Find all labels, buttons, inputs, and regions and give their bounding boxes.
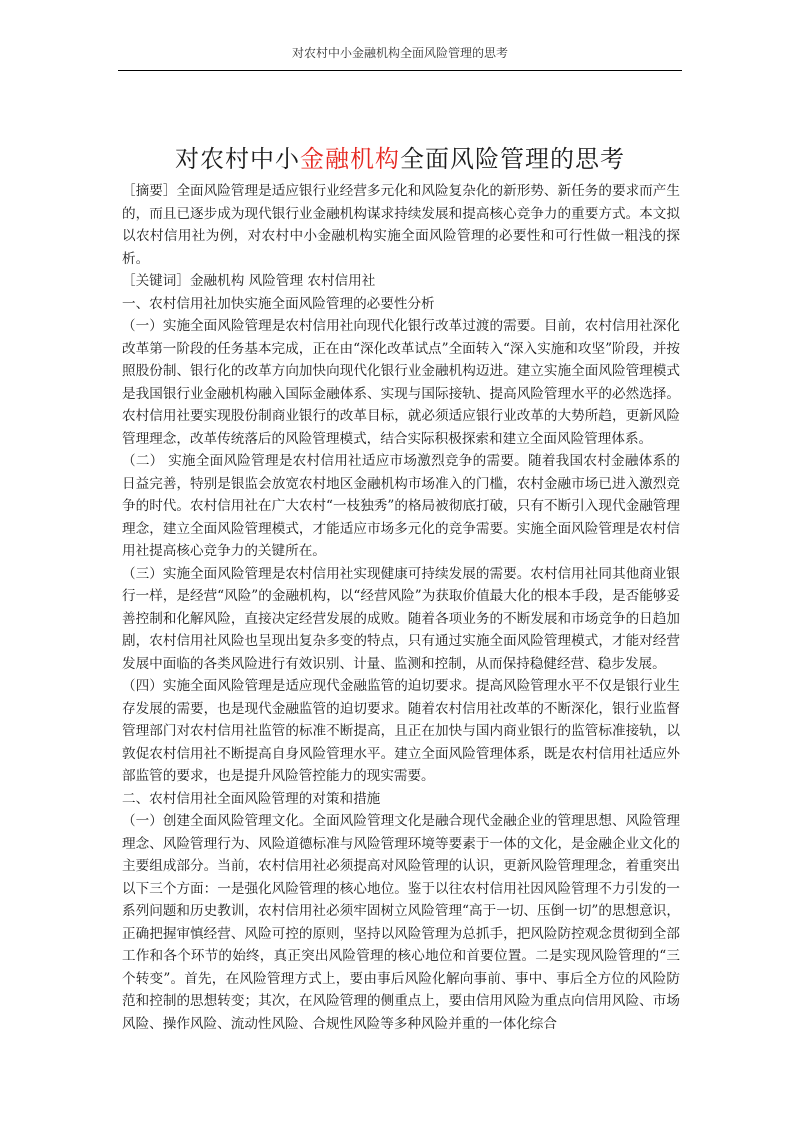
document-body: [122, 180, 680, 1035]
keywords-line: ［关键词］金融机构 风险管理 农村信用社: [122, 273, 376, 289]
title-highlight: 金融机构: [300, 145, 400, 173]
running-header: 对农村中小金融机构全面风险管理的思考: [118, 36, 682, 71]
section-1-paragraph-3: （三）实施全面风险管理是农村信用社实现健康可持续发展的需要。农村信用社同其他商业银行一样，是经营“风险”的金融机构，以“经营风险”为获取价值最大化的根本手段，是否能够妥善控制和化解风险，直接决定经营发展的成败。随着各项业务的不断发展和市场竞争的日趋加剧，农村信用社风险也呈现出复杂多变的特点，只有通过实施全面风险管理模式，才能对经营发展中面临的各类风险进行有效识别、计量、监测和控制，从而保持稳健经营、稳步发展。: [122, 565, 680, 672]
section-1-paragraph-4: （四）实施全面风险管理是适应现代金融监管的迫切要求。提高风险管理水平不仅是银行业生存发展的需要，也是现代金融监管的迫切要求。随着农村信用社改革的不断深化，银行业监督管理部门对农村信用社监管的标准不断提高，且正在加快与国内商业银行的监管标准接轨，以敦促农村信用社不断提高自身风险管理水平。建立全面风险管理体系，既是农村信用社适应外部监管的要求，也是提升风险管控能力的现实需要。: [122, 678, 680, 784]
section-1-paragraph-2: （二） 实施全面风险管理是农村信用社适应市场激烈竞争的需要。随着我国农村金融体系的日益完善，特别是银监会放宽农村地区金融机构市场准入的门槛，农村金融市场已进入激烈竞争的时代。农村信用社在广大农村“一枝独秀”的格局被彻底打破，只有不断引入现代金融管理理念，建立全面风险管理模式，才能适应市场多元化的竞争需要。实施全面风险管理是农村信用社提高核心竞争力的关键所在。: [122, 453, 680, 559]
section-2-paragraph-1: （一）创建全面风险管理文化。全面风险管理文化是融合现代金融企业的管理思想、风险管理理念、风险管理行为、风险道德标准与风险管理环境等要素于一体的文化，是金融企业文化的主要组成部分。当前，农村信用社必须提高对风险管理的认识，更新风险管理理念，着重突出以下三个方面：一是强化风险管理的核心地位。鉴于以往农村信用社因风险管理不力引发的一系列问题和历史教训，农村信用社必须牢固树立风险管理“高于一切、压倒一切”的思想意识，正确把握审慎经营、风险可控的原则，坚持以风险管理为总抓手，把风险防控观念贯彻到全部工作和各个环节的始终，真正突出风险管理的核心地位和首要位置。二是实现风险管理的“三个转变”。首先，在风险管理方式上，要由事后风险化解向事前、事中、事后全方位的风险防范和控制的思想转变；其次，在风险管理的侧重点上，要由信用风险为重点向信用风险、市场风险、操作风险、流动性风险、合规性风险等多种风险并重的一体化综合: [122, 813, 680, 1032]
title-suffix: 全面风险管理的思考: [400, 145, 625, 173]
section-2-heading: 二、农村信用社全面风险管理的对策和措施: [122, 790, 381, 807]
section-1-paragraph-1: （一）实施全面风险管理是农村信用社向现代化银行改革过渡的需要。目前，农村信用社深化改革第一阶段的任务基本完成，正在由“深化改革试点”全面转入“深入实施和攻坚”阶段，并按照股份制、银行化的改革方向加快向现代化银行业金融机构迈进。建立实施全面风险管理模式是我国银行业金融机构融入国际金融体系、实现与国际接轨、提高风险管理水平的必然选择。农村信用社要实现股份制商业银行的改革目标，就必须适应银行业改革的大势所趋，更新风险管理理念，改革传统落后的风险管理模式，结合实际积极探索和建立全面风险管理体系。: [122, 318, 680, 447]
title-prefix: 对农村中小: [175, 145, 300, 173]
page-title: [0, 143, 800, 175]
abstract-paragraph: ［摘要］全面风险管理是适应银行业经营多元化和风险复杂化的新形势、新任务的要求而产生的，而且已逐步成为现代银行业金融机构谋求持续发展和提高核心竞争力的重要方式。本文拟以农村信用社为例，对农村中小金融机构实施全面风险管理的必要性和可行性做一粗浅的探析。: [122, 183, 680, 267]
section-1-heading: 一、农村信用社加快实施全面风险管理的必要性分析: [122, 295, 435, 312]
